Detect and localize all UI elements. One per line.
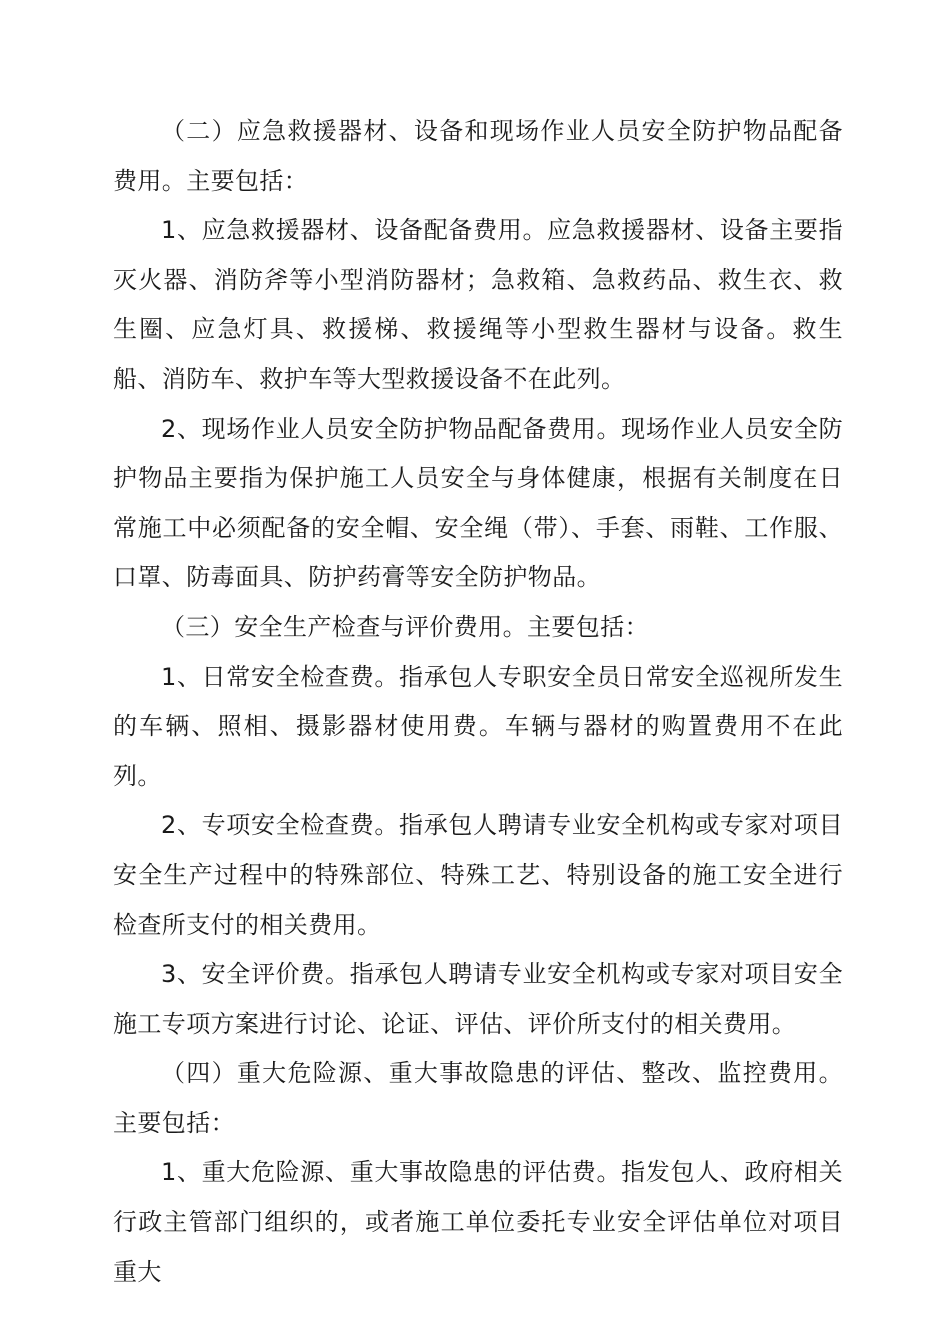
paragraph-section-2-heading: （二）应急救援器材、设备和现场作业人员安全防护物品配备费用。主要包括： [113, 117, 843, 195]
paragraph-hazard-assessment: 1、重大危险源、重大事故隐患的评估费。指发包人、政府相关行政主管部门组织的，或者施工单位委托专业安全评估单位对项目重大 [113, 1158, 843, 1286]
paragraph-section-3-heading: （三）安全生产检查与评价费用。主要包括： [161, 612, 649, 641]
document-body [113, 107, 843, 1297]
paragraph-safety-evaluation: 3、安全评价费。指承包人聘请专业安全机构或专家对项目安全施工专项方案进行讨论、论证、评估、评价所支付的相关费用。 [113, 960, 843, 1038]
paragraph-emergency-equipment: 1、应急救援器材、设备配备费用。应急救援器材、设备主要指灭火器、消防斧等小型消防器材；急救箱、急救药品、救生衣、救生圈、应急灯具、救援梯、救援绳等小型救生器材与设备。救生船、消防车、救护车等大型救援设备不在此列。 [113, 216, 843, 393]
paragraph-special-inspection: 2、专项安全检查费。指承包人聘请专业安全机构或专家对项目安全生产过程中的特殊部位、特殊工艺、特别设备的施工安全进行检查所支付的相关费用。 [113, 811, 843, 939]
paragraph-daily-inspection: 1、日常安全检查费。指承包人专职安全员日常安全巡视所发生的车辆、照相、摄影器材使用费。车辆与器材的购置费用不在此列。 [113, 662, 843, 790]
paragraph-section-4-heading: （四）重大危险源、重大事故隐患的评估、整改、监控费用。主要包括： [113, 1059, 843, 1137]
paragraph-protective-items: 2、现场作业人员安全防护物品配备费用。现场作业人员安全防护物品主要指为保护施工人员安全与身体健康，根据有关制度在日常施工中必须配备的安全帽、安全绳（带）、手套、雨鞋、工作服、口罩、防毒面具、防护药膏等安全防护物品。 [113, 414, 843, 592]
